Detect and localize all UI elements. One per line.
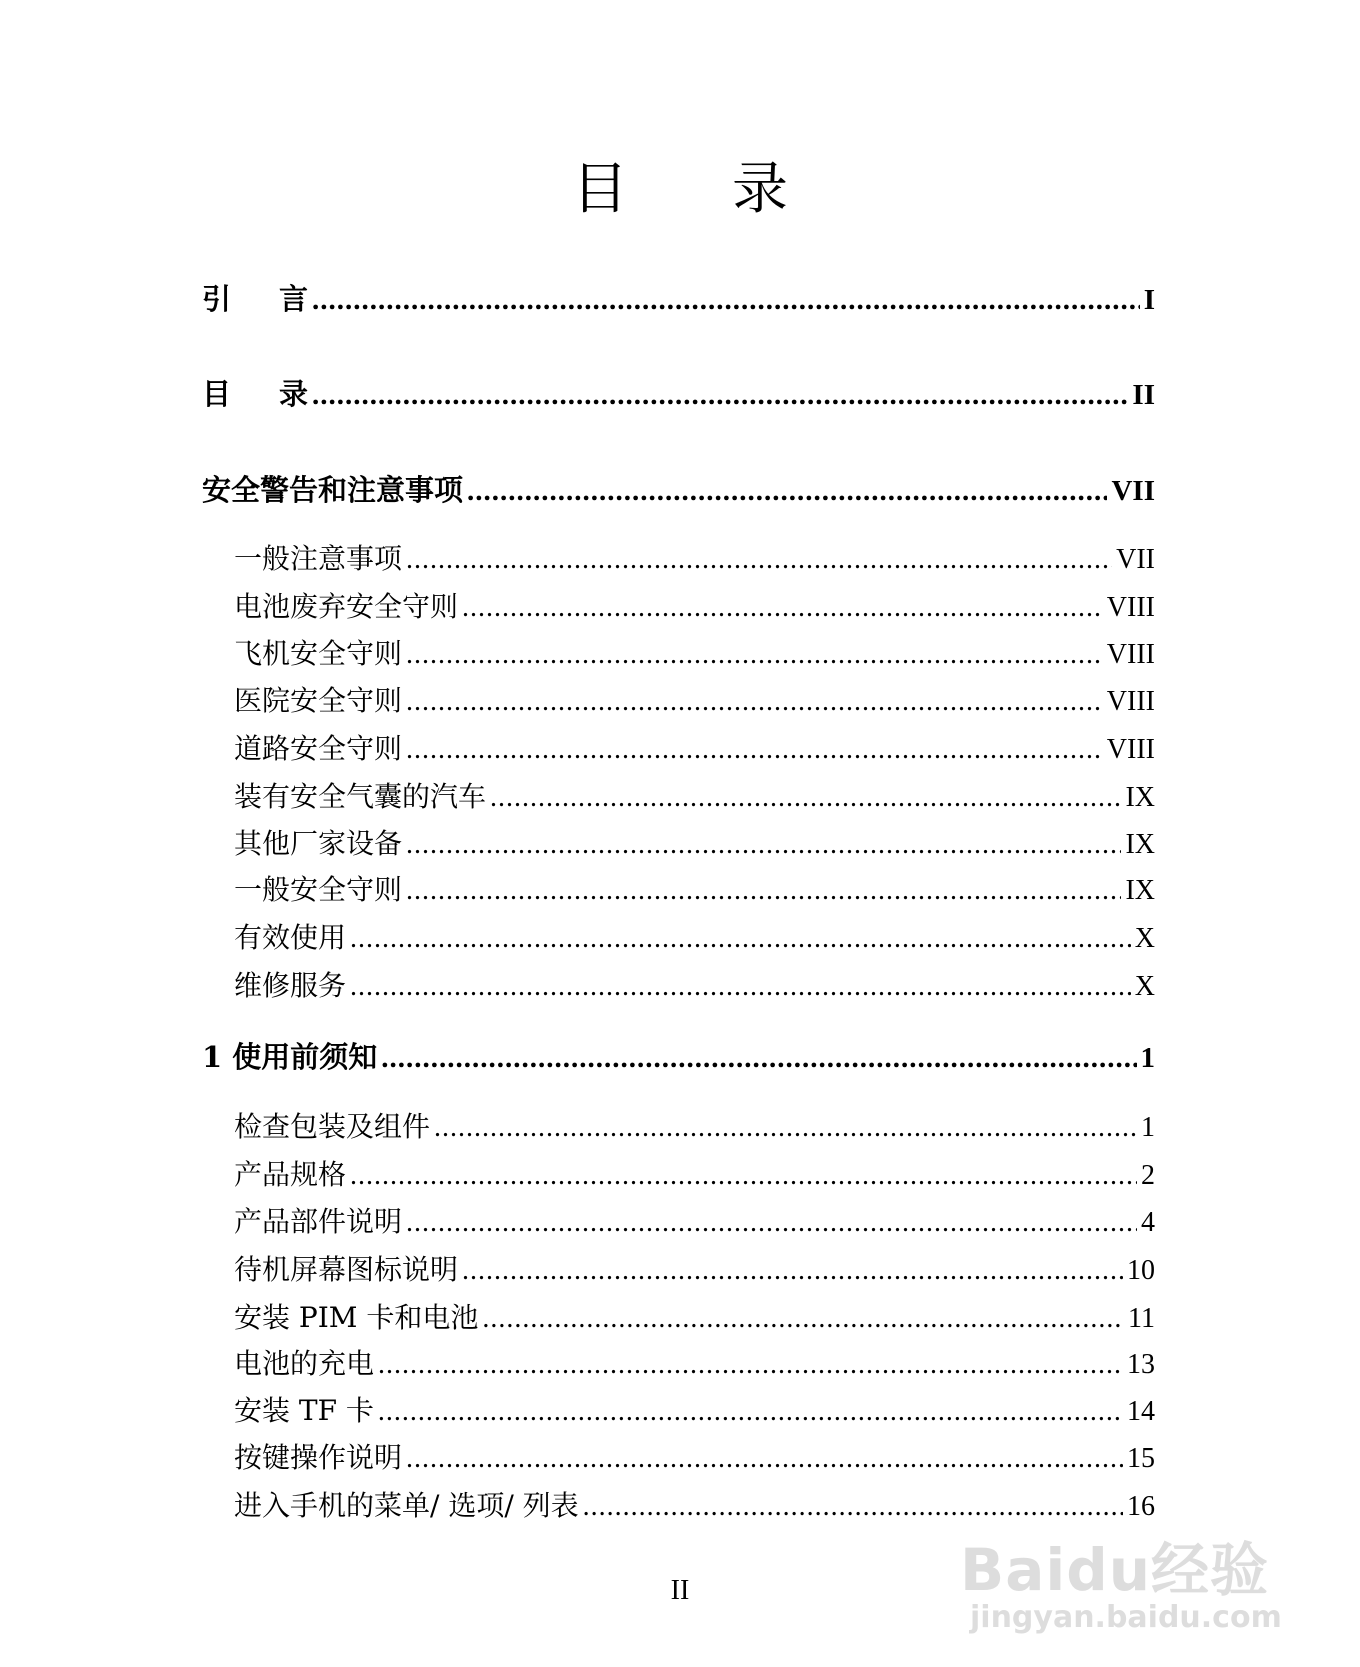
toc-entry[interactable]	[234, 870, 1155, 910]
toc-entry-label: 1 使用前须知	[202, 1040, 378, 1074]
toc-entry-page: 15	[1127, 1443, 1155, 1474]
dot-leader	[381, 1038, 1136, 1078]
dot-leader	[482, 1299, 1124, 1339]
toc-entry[interactable]	[234, 824, 1155, 864]
toc-entry-page: 2	[1141, 1160, 1155, 1191]
toc-entry[interactable]	[234, 918, 1155, 958]
dot-leader	[312, 375, 1128, 415]
toc-entry-label: 电池的充电	[234, 1347, 375, 1380]
toc-entry-label: 道路安全守则	[234, 732, 403, 765]
toc-entry-label: 安全警告和注意事项	[202, 473, 464, 507]
dot-leader	[490, 778, 1121, 818]
toc-entry-page: VIII	[1106, 639, 1155, 670]
watermark-url: jingyan.baidu.com	[970, 1600, 1282, 1635]
toc-entry-label: 一般安全守则	[234, 873, 403, 906]
dot-leader	[350, 919, 1131, 959]
page-number: II	[670, 1575, 690, 1606]
toc-entry[interactable]	[234, 634, 1155, 674]
dot-leader	[406, 825, 1121, 865]
dot-leader	[350, 1156, 1137, 1196]
toc-entry-page: 1	[1141, 1112, 1155, 1143]
toc-entry[interactable]	[202, 470, 1155, 510]
toc-entry-label	[202, 279, 312, 319]
label-part: 目	[202, 377, 232, 411]
toc-entry-label: 产品规格	[234, 1158, 347, 1191]
toc-entry-page: 11	[1128, 1303, 1155, 1334]
toc-entry[interactable]	[202, 279, 1155, 319]
toc-entry-page: 4	[1141, 1207, 1155, 1238]
dot-leader	[462, 1251, 1123, 1291]
toc-entry-label: 检查包装及组件	[234, 1110, 431, 1143]
dot-leader	[583, 1487, 1123, 1527]
toc-entry[interactable]	[234, 539, 1155, 579]
dot-leader	[378, 1345, 1123, 1385]
toc-entry-page: IX	[1125, 782, 1155, 813]
toc-entry[interactable]	[234, 966, 1155, 1006]
dot-leader	[350, 967, 1131, 1007]
toc-entry-page: VII	[1111, 475, 1155, 507]
toc-entry-label: 产品部件说明	[234, 1205, 403, 1238]
toc-entry[interactable]	[234, 1486, 1155, 1526]
toc-entry-label: 其他厂家设备	[234, 827, 403, 860]
dot-leader	[406, 682, 1103, 722]
toc-entry-page: X	[1134, 923, 1155, 954]
label-part: 引	[202, 282, 232, 316]
toc-entry-label: 维修服务	[234, 969, 347, 1002]
toc-entry[interactable]	[234, 729, 1155, 769]
toc-entry[interactable]	[234, 1250, 1155, 1290]
title-char-2: 录	[732, 157, 788, 222]
toc-entry-page: II	[1132, 379, 1155, 411]
toc-entry[interactable]	[202, 1037, 1155, 1077]
toc-entry-label: 电池废弃安全守则	[234, 590, 459, 623]
toc-entry[interactable]	[202, 374, 1155, 414]
toc-entry-page: 14	[1127, 1396, 1155, 1427]
toc-entry-page: 13	[1127, 1349, 1155, 1380]
toc-entry-page: I	[1143, 284, 1155, 316]
toc-entry-label: 按键操作说明	[234, 1441, 403, 1474]
dot-leader	[406, 1439, 1123, 1479]
dot-leader	[406, 730, 1103, 770]
label-part: 录	[279, 377, 309, 411]
toc-entry-page: 1	[1140, 1042, 1155, 1074]
toc-entry[interactable]	[234, 681, 1155, 721]
dot-leader	[406, 635, 1103, 675]
dot-leader	[406, 540, 1112, 580]
page-title	[0, 155, 1360, 225]
toc-entry[interactable]	[234, 777, 1155, 817]
toc-entry-page: IX	[1125, 875, 1155, 906]
toc-entry[interactable]	[234, 587, 1155, 627]
dot-leader	[312, 280, 1140, 320]
dot-leader	[434, 1108, 1137, 1148]
toc-entry-page: X	[1134, 971, 1155, 1002]
watermark-brand: Baidu经验	[960, 1536, 1270, 1604]
toc-entry-page: VII	[1116, 544, 1155, 575]
toc-entry[interactable]	[234, 1155, 1155, 1195]
toc-entry-label: 进入手机的菜单/ 选项/ 列表	[234, 1489, 579, 1522]
toc-entry-page: VIII	[1106, 686, 1155, 717]
toc-entry[interactable]	[234, 1344, 1155, 1384]
toc-entry-page: VIII	[1106, 592, 1155, 623]
toc-entry[interactable]	[234, 1438, 1155, 1478]
toc-entry-page: 10	[1127, 1255, 1155, 1286]
toc-entry-label: 安装 PIM 卡和电池	[234, 1301, 479, 1334]
toc-entry-label: 安装 TF 卡	[234, 1394, 374, 1427]
toc-entry-label: 飞机安全守则	[234, 637, 403, 670]
baidu-watermark-logo	[960, 1536, 1282, 1636]
dot-leader	[406, 1203, 1137, 1243]
toc-entry-label: 有效使用	[234, 921, 347, 954]
label-part: 言	[279, 282, 309, 316]
toc-entry-label: 一般注意事项	[234, 542, 403, 575]
toc-entry[interactable]	[234, 1298, 1155, 1338]
toc-entry-page: IX	[1125, 829, 1155, 860]
toc-entry-label: 待机屏幕图标说明	[234, 1253, 459, 1286]
dot-leader	[462, 588, 1103, 628]
toc-entry-page: VIII	[1106, 734, 1155, 765]
title-char-1: 目	[572, 157, 628, 222]
toc-entry[interactable]	[234, 1107, 1155, 1147]
toc-entry-label: 装有安全气囊的汽车	[234, 780, 487, 813]
dot-leader	[406, 871, 1121, 911]
dot-leader	[467, 471, 1107, 511]
toc-entry-label: 医院安全守则	[234, 684, 403, 717]
dot-leader	[378, 1392, 1123, 1432]
toc-entry[interactable]	[234, 1202, 1155, 1242]
toc-entry-page: 16	[1127, 1491, 1155, 1522]
toc-entry-label	[202, 374, 312, 414]
toc-entry[interactable]	[234, 1391, 1155, 1431]
